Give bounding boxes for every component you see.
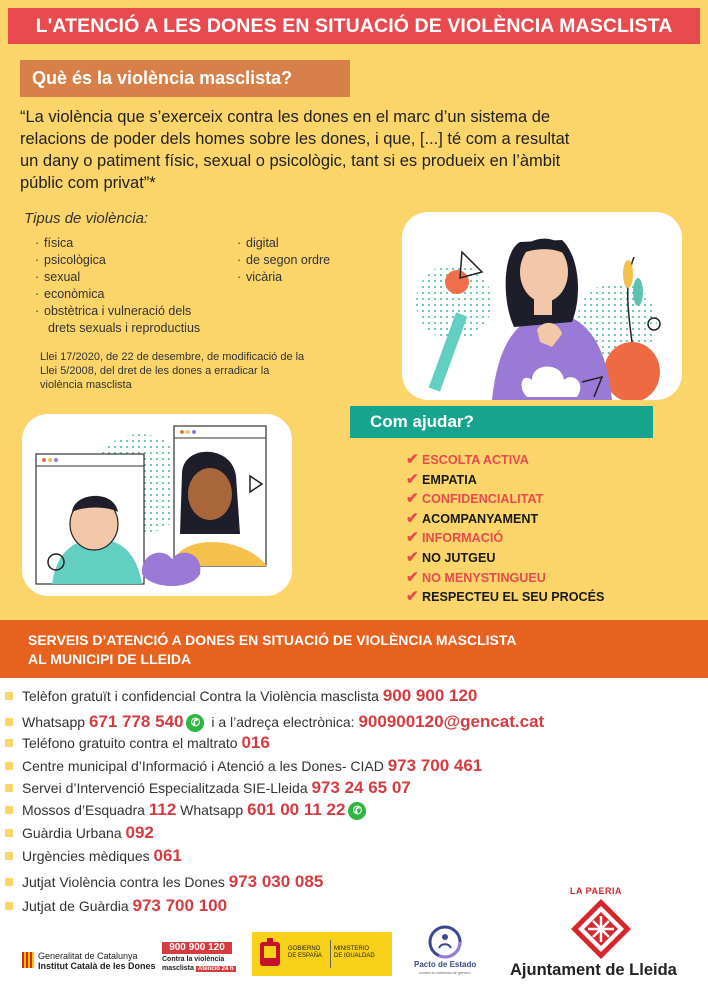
video-call-drawing: [22, 414, 292, 596]
service-item: [22, 685, 477, 707]
help-item: [406, 509, 604, 529]
institut-name: Institut Català de les Dones: [38, 961, 156, 971]
type-item: · física: [34, 235, 234, 252]
help-item-label: CONFIDENCIALITAT: [422, 492, 544, 507]
type-item: · vicària: [236, 269, 376, 286]
check-icon: ✔: [406, 490, 419, 508]
generalitat-logo: [22, 948, 162, 974]
types-title: Tipus de violència:: [24, 210, 149, 227]
helpline-label: [162, 964, 232, 974]
service-item: [22, 845, 182, 867]
service-item: [22, 822, 154, 844]
service-label: i a l’adreça electrònica:: [207, 714, 359, 730]
service-label: Jutjat de Guàrdia: [22, 898, 133, 914]
check-icon: ✔: [406, 470, 419, 488]
service-item: [22, 777, 411, 799]
service-label: Centre municipal d’Informació i Atenció a les Dones- CIAD: [22, 758, 388, 774]
check-icon: ✔: [406, 529, 419, 547]
service-label: Teléfono gratuito contra el maltrato: [22, 735, 242, 751]
bullet-icon: [5, 829, 13, 837]
ministerio-line: MINISTERIO: [334, 946, 370, 952]
service-label: Jutjat Violència contra les Dones: [22, 874, 229, 890]
woman-illustration: [402, 212, 682, 400]
ajuntament-name: Ajuntament de Lleida: [510, 961, 677, 979]
service-item: [22, 732, 270, 754]
bullet-icon: [5, 762, 13, 770]
page-title: L'ATENCIÓ A LES DONES EN SITUACIÓ DE VIOLÈNCIA MASCLISTA: [8, 8, 700, 44]
types-list-1: [34, 235, 234, 337]
service-label: Guàrdia Urbana: [22, 825, 126, 841]
phone-link[interactable]: 900 900 120: [382, 686, 478, 705]
ministerio-line: DE IGUALDAD: [334, 953, 375, 959]
quote-line: públic com privat”*: [20, 174, 156, 192]
pacto-estado-logo: [414, 924, 476, 980]
type-item: · sexual: [34, 269, 234, 286]
pacto-circle-icon: [414, 924, 476, 960]
bullet-icon: [5, 902, 13, 910]
helpline-number: 900 900 120: [162, 942, 232, 954]
help-item-label: NO MENYSTINGUEU: [422, 570, 546, 585]
divider: [330, 940, 331, 968]
service-item: [22, 711, 544, 733]
help-item: [406, 470, 604, 490]
help-item: [406, 489, 604, 509]
bullet-icon: [5, 878, 13, 886]
helpline-tag: Atenció 24 h: [197, 966, 234, 972]
service-label: Whatsapp: [22, 714, 89, 730]
type-item: · psicològica: [34, 252, 234, 269]
service-label: Mossos d’Esquadra: [22, 802, 149, 818]
type-item: · digital: [236, 235, 376, 252]
check-icon: ✔: [406, 509, 419, 527]
services-heading-line: SERVEIS D’ATENCIÓ A DONES EN SITUACIÓ DE VIOLÈNCIA MASCLISTA: [28, 632, 517, 648]
helpline-label-text: masclista: [162, 965, 194, 972]
bullet-icon: [5, 739, 13, 747]
check-icon: ✔: [406, 568, 419, 586]
help-item-label: EMPATIA: [422, 472, 477, 487]
gobierno-label: [288, 946, 328, 960]
spain-shield-icon: [258, 938, 282, 970]
service-item: [22, 895, 227, 917]
help-item: [406, 568, 604, 588]
woman-drawing: [402, 212, 682, 400]
phone-link[interactable]: 092: [125, 823, 154, 842]
type-item: · obstètrica i vulneració dels: [34, 303, 234, 320]
ajuntament-lleida-logo: [502, 884, 698, 980]
phone-link[interactable]: 973 700 100: [132, 896, 228, 915]
gobierno-line: DE ESPAÑA: [288, 953, 322, 959]
service-label: Urgències mèdiques: [22, 848, 154, 864]
whatsapp-icon: ✆: [348, 802, 366, 820]
quote-line: “La violència que s’exerceix contra les dones en el marc d’un sistema de: [20, 108, 551, 126]
service-label: Servei d’Intervenció Especialitzada SIE-Lleida: [22, 780, 312, 796]
type-item-cont: drets sexuals i reproductius: [48, 321, 201, 335]
definition-quote: [20, 106, 580, 194]
help-item: [406, 548, 604, 568]
pacto-subtitle: contra la violencia de género: [419, 970, 471, 975]
phone-link[interactable]: 112: [148, 800, 177, 819]
pacto-name: Pacto de Estado: [414, 960, 477, 969]
help-item-label: RESPECTEU EL SEU PROCÉS: [422, 590, 605, 605]
ministerio-label: [334, 946, 390, 960]
law-line: violència masclista: [40, 379, 132, 391]
check-icon: ✔: [406, 588, 419, 606]
helpline-logo: [162, 942, 232, 976]
service-label: Telèfon gratuït i confidencial Contra la Violència masclista: [22, 688, 383, 704]
help-item: [406, 587, 604, 607]
bullet-icon: [5, 852, 13, 860]
bullet-icon: [5, 718, 13, 726]
phone-link[interactable]: 061: [153, 846, 182, 865]
type-item: · econòmica: [34, 286, 234, 303]
service-item: [22, 755, 482, 777]
help-item: [406, 450, 604, 470]
gobierno-line: GOBIERNO: [288, 946, 321, 952]
help-heading: Com ajudar?: [350, 406, 653, 438]
law-line: Llei 17/2020, de 22 de desembre, de modificació de la: [40, 351, 305, 363]
bullet-icon: [5, 806, 13, 814]
bullet-icon: [5, 784, 13, 792]
services-heading-line: AL MUNICIPI DE LLEIDA: [28, 651, 192, 667]
quote-line: relacions de poder dels homes sobre les dones, i que, [...] té com a resultat: [20, 130, 570, 148]
whatsapp-link[interactable]: 601 00 11 22: [247, 800, 346, 819]
helpline-label: Contra la violència: [162, 956, 225, 963]
email-link[interactable]: 900900120@gencat.cat: [358, 712, 545, 731]
service-item: [22, 871, 323, 893]
phone-link[interactable]: 973 24 65 07: [311, 778, 411, 797]
video-call-illustration: [22, 414, 292, 596]
help-item-label: ESCOLTA ACTIVA: [422, 453, 529, 467]
whatsapp-link[interactable]: 671 778 540: [88, 712, 184, 731]
quote-line: un dany o patiment físic, sexual o psicològic, tant si es produeix en l’àmbit: [20, 152, 561, 170]
law-line: Llei 5/2008, del dret de les dones a erradicar la: [40, 365, 270, 377]
help-item-label: ACOMPANYAMENT: [422, 511, 539, 526]
law-reference: [40, 350, 340, 392]
help-list: [406, 450, 604, 607]
whatsapp-icon: ✆: [186, 714, 204, 732]
help-item: [406, 528, 604, 548]
phone-link[interactable]: 973 700 461: [387, 756, 483, 775]
check-icon: ✔: [406, 548, 419, 566]
help-item-label: INFORMACIÓ: [422, 531, 504, 546]
services-heading: [0, 620, 708, 678]
what-is-heading: Què és la violència masclista?: [20, 60, 350, 97]
generalitat-name: Generalitat de Catalunya: [38, 951, 138, 961]
service-item: [22, 799, 369, 821]
paeria-label: LA PAERIA: [570, 886, 623, 896]
lleida-emblem-icon: [570, 898, 632, 960]
bullet-icon: [5, 692, 13, 700]
service-label: Whatsapp: [176, 802, 248, 818]
check-icon: ✔: [406, 451, 419, 468]
senyera-icon: [22, 952, 34, 968]
gobierno-logo: [252, 932, 392, 976]
phone-link[interactable]: 016: [241, 733, 270, 752]
help-item-label: NO JUTGEU: [422, 550, 496, 565]
phone-link[interactable]: 973 030 085: [228, 872, 324, 891]
type-item: · de segon ordre: [236, 252, 376, 269]
types-list-2: [236, 235, 376, 286]
